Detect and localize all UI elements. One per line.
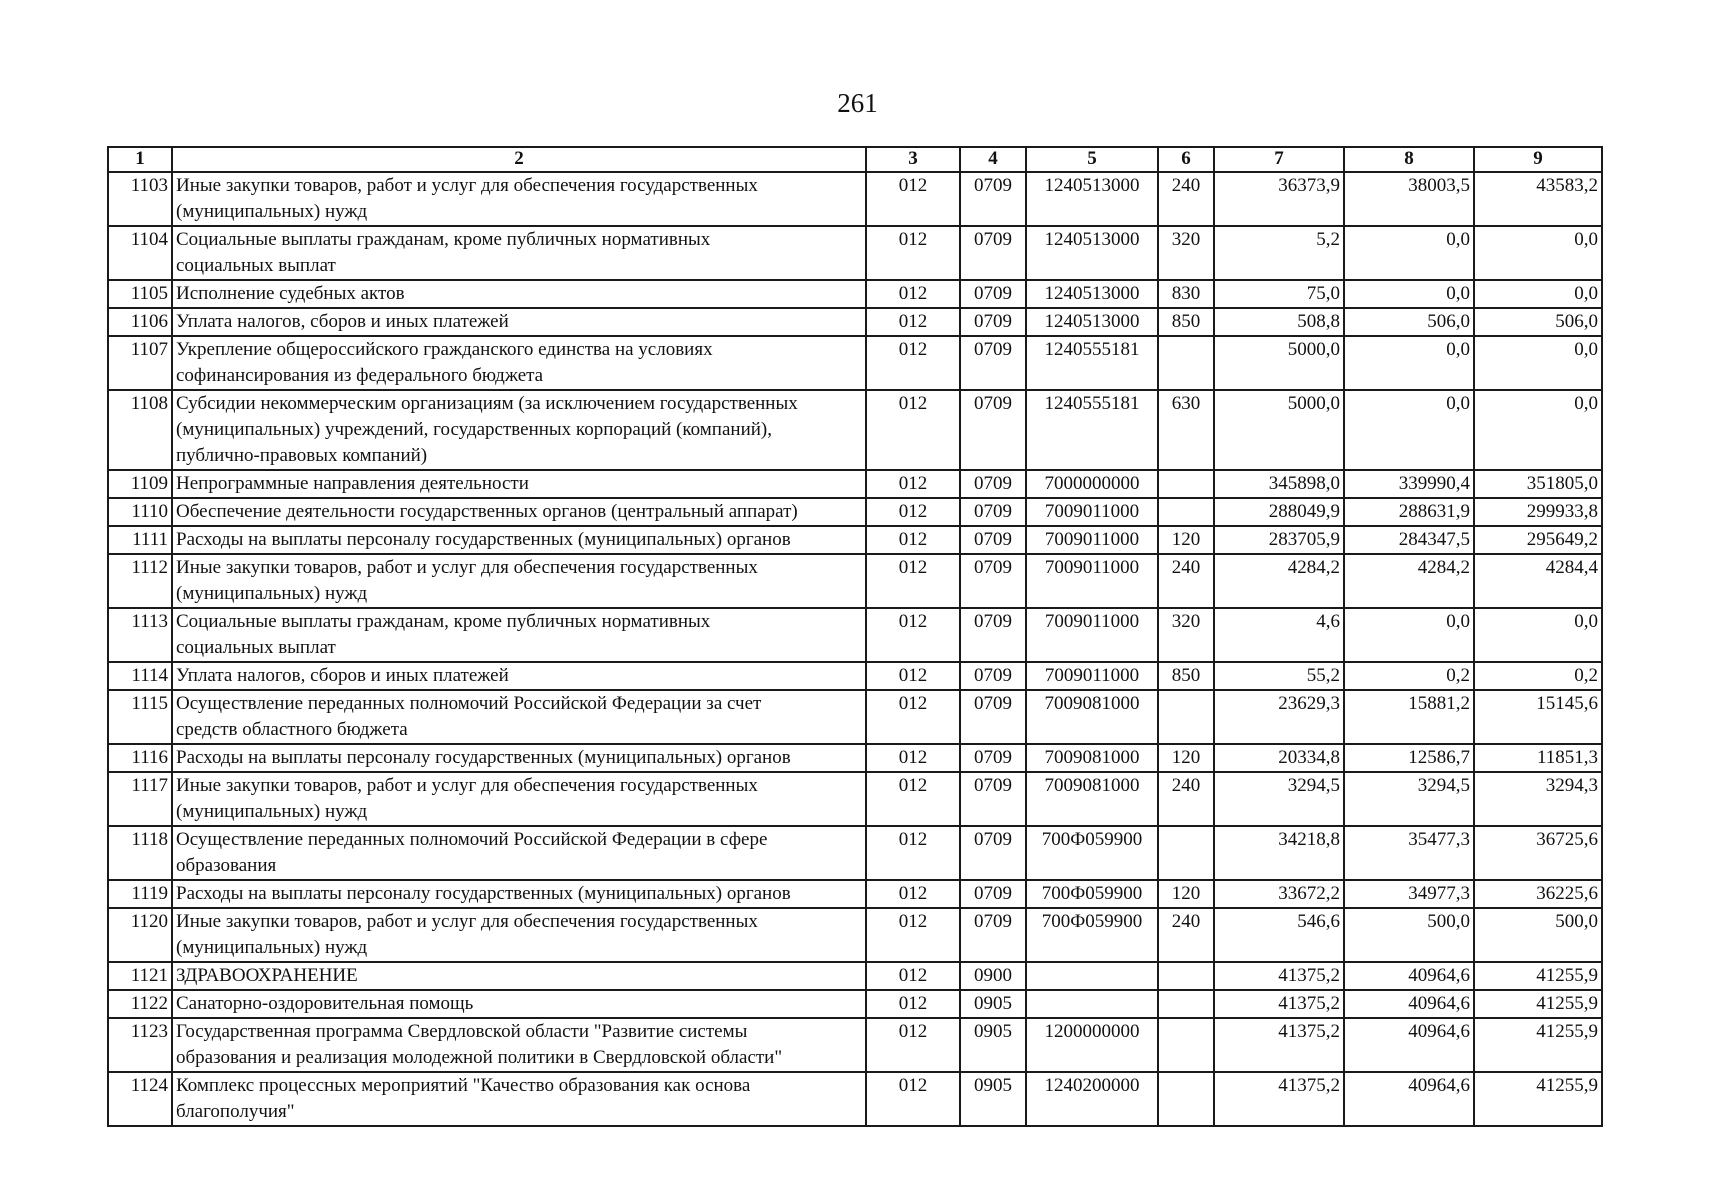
header-cell: 7 [1214,147,1344,172]
table-row [108,690,1602,744]
header-cell: 3 [866,147,960,172]
expense-type-code: 240 [1158,908,1214,962]
amount-col-8: 0,0 [1344,390,1474,470]
row-number: 1106 [108,308,172,336]
row-description: Исполнение судебных актов [172,280,866,308]
header-cell: 8 [1344,147,1474,172]
budget-table [107,146,1603,1127]
amount-col-8: 15881,2 [1344,690,1474,744]
expense-type-code: 830 [1158,280,1214,308]
target-article-code: 700Ф059900 [1026,826,1158,880]
row-description: Социальные выплаты гражданам, кроме публичных нормативных социальных выплат [172,608,866,662]
table-row [108,172,1602,226]
amount-col-9: 295649,2 [1474,526,1602,554]
expense-type-code: 120 [1158,526,1214,554]
ministry-code: 012 [866,908,960,962]
header-cell: 5 [1026,147,1158,172]
target-article-code: 1240555181 [1026,390,1158,470]
row-number: 1115 [108,690,172,744]
row-number: 1109 [108,470,172,498]
expense-type-code: 240 [1158,172,1214,226]
amount-col-7: 288049,9 [1214,498,1344,526]
amount-col-7: 41375,2 [1214,1018,1344,1072]
amount-col-7: 75,0 [1214,280,1344,308]
row-number: 1122 [108,990,172,1018]
row-number: 1107 [108,336,172,390]
row-description: Осуществление переданных полномочий Российской Федерации в сфере образования [172,826,866,880]
row-number: 1113 [108,608,172,662]
table-row [108,280,1602,308]
row-number: 1105 [108,280,172,308]
amount-col-8: 288631,9 [1344,498,1474,526]
expense-type-code: 850 [1158,308,1214,336]
amount-col-8: 0,0 [1344,226,1474,280]
amount-col-7: 41375,2 [1214,990,1344,1018]
ministry-code: 012 [866,470,960,498]
amount-col-7: 55,2 [1214,662,1344,690]
amount-col-9: 0,0 [1474,336,1602,390]
amount-col-7: 546,6 [1214,908,1344,962]
amount-col-7: 5000,0 [1214,336,1344,390]
amount-col-8: 3294,5 [1344,772,1474,826]
expense-type-code [1158,826,1214,880]
ministry-code: 012 [866,826,960,880]
row-number: 1111 [108,526,172,554]
target-article-code: 700Ф059900 [1026,880,1158,908]
section-code: 0709 [960,908,1026,962]
amount-col-7: 4284,2 [1214,554,1344,608]
expense-type-code: 630 [1158,390,1214,470]
expense-type-code: 120 [1158,880,1214,908]
table-row [108,390,1602,470]
section-code: 0709 [960,526,1026,554]
amount-col-8: 38003,5 [1344,172,1474,226]
amount-col-7: 36373,9 [1214,172,1344,226]
amount-col-8: 34977,3 [1344,880,1474,908]
row-number: 1108 [108,390,172,470]
amount-col-7: 41375,2 [1214,1072,1344,1126]
target-article-code: 700Ф059900 [1026,908,1158,962]
section-code: 0709 [960,880,1026,908]
amount-col-9: 0,2 [1474,662,1602,690]
section-code: 0709 [960,554,1026,608]
ministry-code: 012 [866,690,960,744]
expense-type-code: 850 [1158,662,1214,690]
amount-col-9: 299933,8 [1474,498,1602,526]
table-row [108,608,1602,662]
section-code: 0709 [960,172,1026,226]
amount-col-9: 506,0 [1474,308,1602,336]
amount-col-8: 4284,2 [1344,554,1474,608]
target-article-code [1026,962,1158,990]
target-article-code: 7009011000 [1026,608,1158,662]
table-row [108,880,1602,908]
ministry-code: 012 [866,1018,960,1072]
amount-col-9: 500,0 [1474,908,1602,962]
amount-col-8: 500,0 [1344,908,1474,962]
amount-col-9: 15145,6 [1474,690,1602,744]
amount-col-9: 41255,9 [1474,990,1602,1018]
target-article-code: 7009081000 [1026,744,1158,772]
ministry-code: 012 [866,336,960,390]
table-row [108,1072,1602,1126]
table-row [108,908,1602,962]
row-number: 1119 [108,880,172,908]
row-description: Иные закупки товаров, работ и услуг для обеспечения государственных (муниципальных) нужд [172,172,866,226]
amount-col-9: 3294,3 [1474,772,1602,826]
row-number: 1103 [108,172,172,226]
section-code: 0709 [960,308,1026,336]
row-description: Расходы на выплаты персоналу государственных (муниципальных) органов [172,526,866,554]
section-code: 0709 [960,772,1026,826]
ministry-code: 012 [866,554,960,608]
row-description: Иные закупки товаров, работ и услуг для обеспечения государственных (муниципальных) нужд [172,908,866,962]
row-description: Субсидии некоммерческим организациям (за исключением государственных (муниципальных) учреждений, государственных корпораций (компаний), публично-правовых компаний) [172,390,866,470]
expense-type-code: 320 [1158,226,1214,280]
section-code: 0709 [960,662,1026,690]
expense-type-code [1158,1072,1214,1126]
ministry-code: 012 [866,390,960,470]
section-code: 0709 [960,226,1026,280]
header-cell: 4 [960,147,1026,172]
amount-col-8: 40964,6 [1344,962,1474,990]
amount-col-7: 34218,8 [1214,826,1344,880]
row-number: 1124 [108,1072,172,1126]
ministry-code: 012 [866,880,960,908]
row-number: 1118 [108,826,172,880]
row-number: 1116 [108,744,172,772]
ministry-code: 012 [866,772,960,826]
amount-col-7: 5000,0 [1214,390,1344,470]
row-description: Социальные выплаты гражданам, кроме публичных нормативных социальных выплат [172,226,866,280]
row-description: Непрограммные направления деятельности [172,470,866,498]
row-description: Комплекс процессных мероприятий "Качество образования как основа благополучия" [172,1072,866,1126]
amount-col-8: 284347,5 [1344,526,1474,554]
amount-col-9: 11851,3 [1474,744,1602,772]
target-article-code: 7009081000 [1026,772,1158,826]
ministry-code: 012 [866,526,960,554]
amount-col-9: 43583,2 [1474,172,1602,226]
amount-col-9: 41255,9 [1474,1072,1602,1126]
amount-col-9: 0,0 [1474,608,1602,662]
expense-type-code: 240 [1158,772,1214,826]
row-description: Расходы на выплаты персоналу государственных (муниципальных) органов [172,880,866,908]
table-row [108,1018,1602,1072]
table-row [108,772,1602,826]
section-code: 0709 [960,608,1026,662]
amount-col-7: 20334,8 [1214,744,1344,772]
row-description: Уплата налогов, сборов и иных платежей [172,308,866,336]
row-description: Государственная программа Свердловской области "Развитие системы образования и реализация молодежной политики в Свердловской области" [172,1018,866,1072]
ministry-code: 012 [866,990,960,1018]
ministry-code: 012 [866,280,960,308]
ministry-code: 012 [866,608,960,662]
table-row [108,744,1602,772]
amount-col-8: 12586,7 [1344,744,1474,772]
row-number: 1114 [108,662,172,690]
row-number: 1123 [108,1018,172,1072]
expense-type-code [1158,962,1214,990]
table-row [108,336,1602,390]
target-article-code: 7000000000 [1026,470,1158,498]
amount-col-9: 41255,9 [1474,1018,1602,1072]
table-row [108,554,1602,608]
amount-col-9: 0,0 [1474,280,1602,308]
ministry-code: 012 [866,744,960,772]
section-code: 0900 [960,962,1026,990]
page-number: 261 [837,88,878,118]
expense-type-code: 320 [1158,608,1214,662]
ministry-code: 012 [866,308,960,336]
amount-col-7: 23629,3 [1214,690,1344,744]
row-description: Санаторно-оздоровительная помощь [172,990,866,1018]
amount-col-7: 4,6 [1214,608,1344,662]
target-article-code [1026,990,1158,1018]
target-article-code: 7009011000 [1026,498,1158,526]
expense-type-code [1158,1018,1214,1072]
target-article-code: 7009011000 [1026,554,1158,608]
expense-type-code [1158,690,1214,744]
row-description: Осуществление переданных полномочий Российской Федерации за счет средств областного бюджета [172,690,866,744]
section-code: 0709 [960,690,1026,744]
header-row [108,147,1602,172]
row-description: Обеспечение деятельности государственных органов (центральный аппарат) [172,498,866,526]
section-code: 0905 [960,1018,1026,1072]
amount-col-8: 40964,6 [1344,990,1474,1018]
amount-col-7: 5,2 [1214,226,1344,280]
header-cell: 1 [108,147,172,172]
row-description: ЗДРАВООХРАНЕНИЕ [172,962,866,990]
expense-type-code: 120 [1158,744,1214,772]
section-code: 0709 [960,390,1026,470]
table-row [108,662,1602,690]
target-article-code: 1240513000 [1026,280,1158,308]
target-article-code: 1240513000 [1026,226,1158,280]
table-row [108,226,1602,280]
row-number: 1117 [108,772,172,826]
target-article-code: 1200000000 [1026,1018,1158,1072]
row-number: 1104 [108,226,172,280]
amount-col-7: 41375,2 [1214,962,1344,990]
amount-col-7: 345898,0 [1214,470,1344,498]
row-description: Расходы на выплаты персоналу государственных (муниципальных) органов [172,744,866,772]
target-article-code: 7009011000 [1026,526,1158,554]
amount-col-7: 283705,9 [1214,526,1344,554]
target-article-code: 1240513000 [1026,308,1158,336]
target-article-code: 7009011000 [1026,662,1158,690]
table-row [108,962,1602,990]
section-code: 0905 [960,1072,1026,1126]
row-number: 1121 [108,962,172,990]
section-code: 0709 [960,498,1026,526]
ministry-code: 012 [866,226,960,280]
amount-col-8: 0,0 [1344,608,1474,662]
header-cell: 9 [1474,147,1602,172]
row-number: 1112 [108,554,172,608]
ministry-code: 012 [866,1072,960,1126]
expense-type-code [1158,990,1214,1018]
amount-col-8: 0,2 [1344,662,1474,690]
amount-col-9: 351805,0 [1474,470,1602,498]
row-description: Укрепление общероссийского гражданского единства на условиях софинансирования из федерального бюджета [172,336,866,390]
header-cell: 2 [172,147,866,172]
expense-type-code [1158,470,1214,498]
amount-col-8: 40964,6 [1344,1018,1474,1072]
amount-col-9: 0,0 [1474,226,1602,280]
section-code: 0709 [960,336,1026,390]
amount-col-7: 508,8 [1214,308,1344,336]
row-number: 1110 [108,498,172,526]
target-article-code: 1240513000 [1026,172,1158,226]
amount-col-9: 36225,6 [1474,880,1602,908]
expense-type-code [1158,336,1214,390]
amount-col-9: 0,0 [1474,390,1602,470]
expense-type-code: 240 [1158,554,1214,608]
row-description: Иные закупки товаров, работ и услуг для обеспечения государственных (муниципальных) нужд [172,772,866,826]
section-code: 0709 [960,280,1026,308]
target-article-code: 1240555181 [1026,336,1158,390]
amount-col-8: 35477,3 [1344,826,1474,880]
row-description: Иные закупки товаров, работ и услуг для обеспечения государственных (муниципальных) нужд [172,554,866,608]
expense-type-code [1158,498,1214,526]
amount-col-8: 40964,6 [1344,1072,1474,1126]
target-article-code: 7009081000 [1026,690,1158,744]
ministry-code: 012 [866,962,960,990]
table-row [108,308,1602,336]
amount-col-8: 339990,4 [1344,470,1474,498]
row-number: 1120 [108,908,172,962]
table-row [108,990,1602,1018]
ministry-code: 012 [866,172,960,226]
amount-col-9: 41255,9 [1474,962,1602,990]
table-row [108,526,1602,554]
header-cell: 6 [1158,147,1214,172]
amount-col-9: 4284,4 [1474,554,1602,608]
section-code: 0709 [960,744,1026,772]
ministry-code: 012 [866,662,960,690]
amount-col-8: 506,0 [1344,308,1474,336]
table-row [108,470,1602,498]
amount-col-8: 0,0 [1344,336,1474,390]
section-code: 0709 [960,826,1026,880]
table-row [108,498,1602,526]
section-code: 0709 [960,470,1026,498]
amount-col-7: 3294,5 [1214,772,1344,826]
section-code: 0905 [960,990,1026,1018]
target-article-code: 1240200000 [1026,1072,1158,1126]
amount-col-7: 33672,2 [1214,880,1344,908]
table-row [108,826,1602,880]
amount-col-9: 36725,6 [1474,826,1602,880]
ministry-code: 012 [866,498,960,526]
amount-col-8: 0,0 [1344,280,1474,308]
row-description: Уплата налогов, сборов и иных платежей [172,662,866,690]
